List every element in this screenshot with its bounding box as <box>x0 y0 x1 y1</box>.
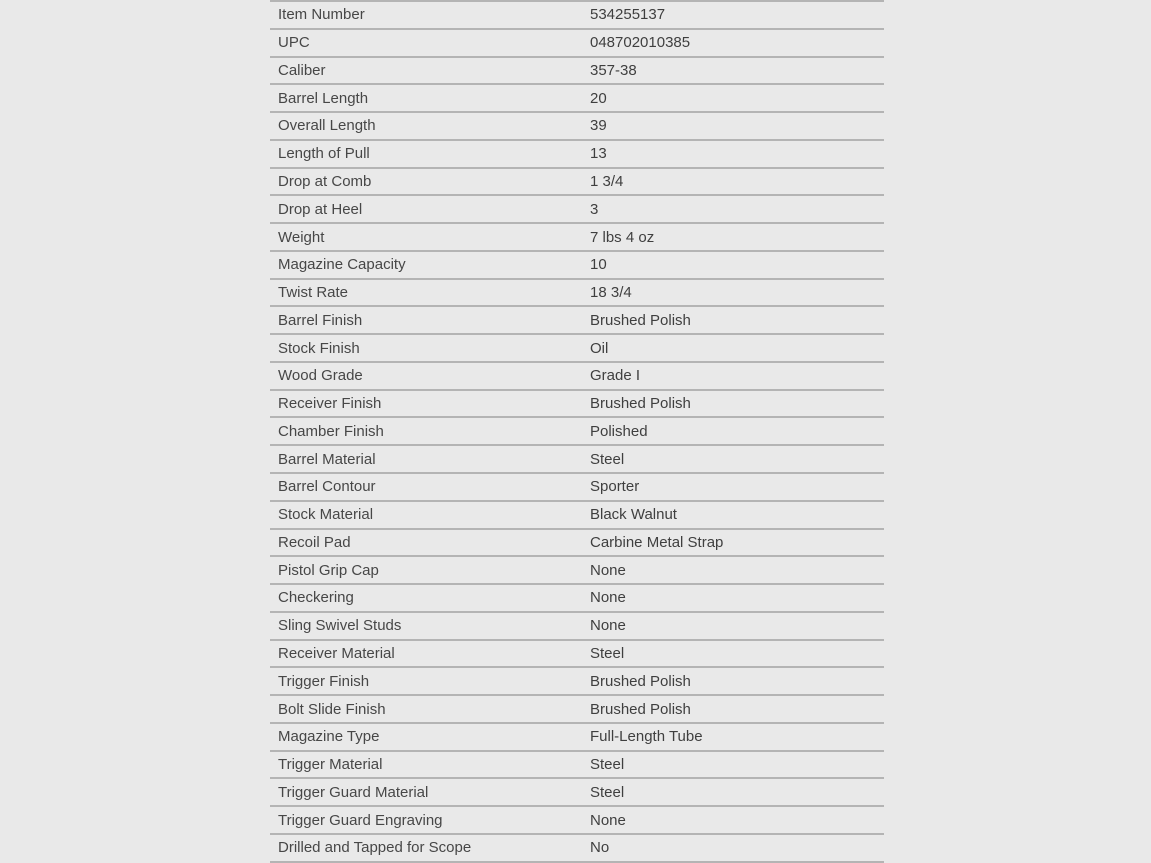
spec-label: Barrel Material <box>278 450 376 468</box>
table-row <box>270 222 884 250</box>
spec-label: Stock Finish <box>278 339 360 357</box>
spec-value: Black Walnut <box>590 506 677 524</box>
spec-label: Chamber Finish <box>278 422 384 440</box>
spec-value: 20 <box>590 89 607 107</box>
spec-label: Item Number <box>278 6 365 24</box>
spec-value: 048702010385 <box>590 34 691 52</box>
spec-value: 13 <box>590 145 607 163</box>
table-row <box>270 611 884 639</box>
spec-label: Magazine Type <box>278 728 380 746</box>
table-row <box>270 500 884 528</box>
spec-value: 39 <box>590 117 607 135</box>
spec-label: Checkering <box>278 589 354 607</box>
spec-label: Barrel Finish <box>278 311 363 329</box>
spec-value: Sporter <box>590 478 640 496</box>
table-row <box>270 278 884 306</box>
spec-label: Bolt Slide Finish <box>278 700 386 718</box>
spec-value: Steel <box>590 756 625 774</box>
table-row <box>270 111 884 139</box>
table-row <box>270 666 884 694</box>
spec-value: Steel <box>590 644 625 662</box>
spec-label: Weight <box>278 228 325 246</box>
spec-label: Receiver Finish <box>278 395 382 413</box>
table-row <box>270 583 884 611</box>
spec-value: 10 <box>590 256 607 274</box>
spec-label: Caliber <box>278 61 326 79</box>
table-row <box>270 139 884 167</box>
spec-label: Trigger Guard Engraving <box>278 811 443 829</box>
spec-label: Length of Pull <box>278 145 370 163</box>
spec-value: None <box>590 811 626 829</box>
table-row <box>270 0 884 28</box>
spec-label: UPC <box>278 34 310 52</box>
table-row <box>270 472 884 500</box>
spec-value: Steel <box>590 450 625 468</box>
spec-label: Trigger Finish <box>278 672 370 690</box>
spec-value: 1 3/4 <box>590 172 624 190</box>
spec-value: 357-38 <box>590 61 637 79</box>
spec-value: None <box>590 589 626 607</box>
spec-value: None <box>590 561 626 579</box>
spec-label: Trigger Guard Material <box>278 783 429 801</box>
spec-label: Barrel Length <box>278 89 369 107</box>
table-row <box>270 389 884 417</box>
spec-label: Recoil Pad <box>278 533 351 551</box>
spec-label: Drop at Comb <box>278 172 372 190</box>
spec-label: Twist Rate <box>278 284 349 302</box>
spec-value: Polished <box>590 422 648 440</box>
spec-value: Full-Length Tube <box>590 728 703 746</box>
spec-label: Magazine Capacity <box>278 256 406 274</box>
table-row <box>270 28 884 56</box>
table-row <box>270 250 884 278</box>
spec-label: Drilled and Tapped for Scope <box>278 839 472 857</box>
spec-value: 534255137 <box>590 6 666 24</box>
table-row <box>270 528 884 556</box>
spec-label: Stock Material <box>278 506 374 524</box>
spec-value: Grade I <box>590 367 641 385</box>
spec-value: 18 3/4 <box>590 284 632 302</box>
spec-value: Carbine Metal Strap <box>590 533 724 551</box>
spec-table <box>270 0 884 863</box>
spec-value: None <box>590 617 626 635</box>
table-row <box>270 56 884 84</box>
spec-label: Drop at Heel <box>278 200 363 218</box>
table-row <box>270 305 884 333</box>
table-row <box>270 694 884 722</box>
table-row <box>270 833 884 861</box>
table-row <box>270 167 884 195</box>
spec-value: Brushed Polish <box>590 311 691 329</box>
spec-value: 7 lbs 4 oz <box>590 228 655 246</box>
table-row <box>270 722 884 750</box>
spec-value: Brushed Polish <box>590 700 691 718</box>
table-row <box>270 555 884 583</box>
table-row <box>270 639 884 667</box>
spec-label: Receiver Material <box>278 644 395 662</box>
spec-label: Pistol Grip Cap <box>278 561 379 579</box>
spec-value: Oil <box>590 339 609 357</box>
table-row <box>270 83 884 111</box>
spec-label: Trigger Material <box>278 756 383 774</box>
spec-value: Steel <box>590 783 625 801</box>
table-row <box>270 777 884 805</box>
spec-label: Barrel Contour <box>278 478 376 496</box>
table-row <box>270 416 884 444</box>
spec-label: Overall Length <box>278 117 376 135</box>
spec-value: Brushed Polish <box>590 395 691 413</box>
table-row <box>270 333 884 361</box>
spec-label: Wood Grade <box>278 367 363 385</box>
spec-label: Sling Swivel Studs <box>278 617 402 635</box>
spec-value: 3 <box>590 200 599 218</box>
spec-value: No <box>590 839 610 857</box>
table-row <box>270 361 884 389</box>
spec-value: Brushed Polish <box>590 672 691 690</box>
table-row <box>270 444 884 472</box>
table-row <box>270 750 884 778</box>
table-row <box>270 805 884 833</box>
table-row <box>270 194 884 222</box>
